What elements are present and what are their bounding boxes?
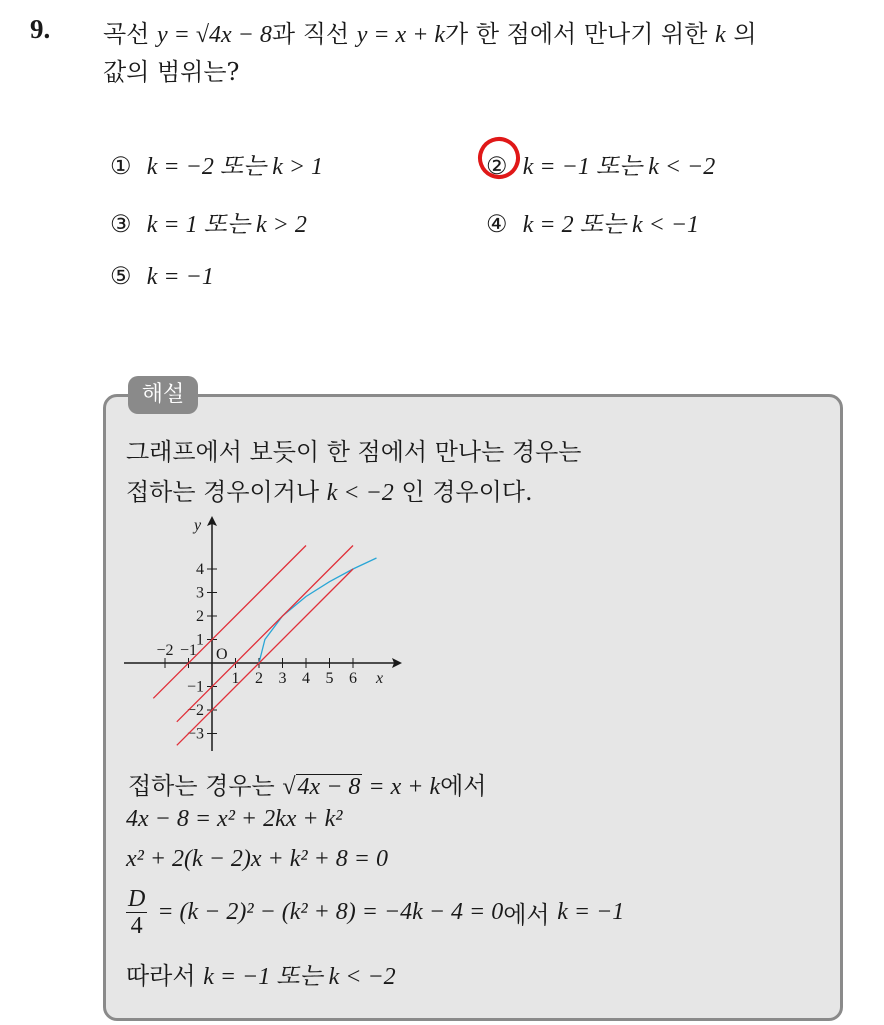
step1-text-b: 에서 [440, 772, 487, 800]
problem-number: 9. [30, 14, 51, 44]
intro-text-a: 접하는 경우이거나 [126, 478, 327, 506]
problem-text-d: 의 [725, 20, 757, 48]
problem-text-b: 과 직선 [271, 20, 357, 48]
solution-intro-line2 [126, 472, 533, 507]
x-tick-label: 3 [278, 670, 287, 687]
problem-statement-line1 [103, 16, 757, 53]
choice-5-text: k = −1 [146, 264, 214, 290]
choice-4-symbol: ④ [486, 210, 508, 238]
y-axis-label: y [194, 517, 202, 534]
y-tick-label: −1 [186, 678, 204, 696]
solution-step-4 [126, 886, 624, 939]
choice-2-symbol: ② [486, 152, 508, 180]
step4-text-b: 에서 [503, 901, 558, 929]
step5-text-a: 따라서 [126, 962, 204, 990]
choice-5[interactable] [110, 262, 214, 291]
solution-intro-line1: 그래프에서 보듯이 한 점에서 만나는 경우는 [126, 438, 582, 466]
curve-equation: y = √4x − 8 [157, 22, 272, 48]
choice-4-text: k = 2 또는 k < −1 [522, 212, 700, 238]
y-tick-label: −2 [186, 702, 204, 719]
choice-2[interactable] [486, 146, 715, 181]
solution-step-1: 접하는 경우는 √4x − 8 = x + k에서 [128, 772, 487, 800]
x-axis-label: x [376, 670, 384, 687]
choice-1-text: k = −2 또는 k > 1 [146, 154, 324, 180]
x-tick-label: 5 [325, 670, 334, 687]
step1-equation: = x + k [362, 774, 441, 800]
choice-3[interactable] [110, 204, 307, 239]
y-tick-label: 1 [196, 631, 204, 649]
origin-label: O [216, 646, 228, 663]
sqrt-curve [259, 558, 377, 663]
solution-step-3: x² + 2(k − 2)x + k² + 8 = 0 [126, 846, 388, 872]
choice-3-text: k = 1 또는 k > 2 [146, 212, 307, 238]
step5-answer: k = −1 또는 k < −2 [203, 964, 396, 990]
x-tick-label: 4 [302, 670, 310, 687]
solution-step-5 [126, 956, 396, 991]
x-tick-label: 1 [231, 670, 240, 687]
y-tick-label: 3 [196, 584, 204, 602]
solution-tag: 해설 [128, 376, 198, 414]
choice-2-text: k = −1 또는 k < −2 [522, 154, 716, 180]
solution-step-2: 4x − 8 = x² + 2kx + k² [126, 806, 343, 832]
problem-text-a: 곡선 [103, 20, 157, 48]
y-tick-label: 4 [196, 561, 204, 578]
fraction-denominator: 4 [130, 913, 143, 939]
x-tick-label: −2 [156, 642, 174, 659]
y-tick-label: −3 [186, 725, 204, 743]
step4-result: k = −1 [557, 899, 625, 925]
y-tick-label: 2 [196, 608, 204, 625]
x-tick-label: −1 [179, 642, 198, 659]
discriminant-fraction [126, 886, 147, 939]
problem-variable: k [715, 22, 726, 48]
fraction-numerator: D [128, 886, 146, 912]
choice-1-symbol: ① [110, 152, 132, 180]
choice-3-symbol: ③ [110, 210, 132, 238]
choice-5-symbol: ⑤ [110, 262, 132, 290]
intro-text-b: 인 경우이다. [393, 478, 533, 506]
intro-condition: k < −2 [326, 480, 394, 506]
problem-statement-line2: 값의 범위는? [103, 58, 240, 86]
step1-radicand: 4x − 8 [297, 774, 361, 800]
problem-text-c: 가 한 점에서 만나기 위한 [445, 20, 716, 48]
x-tick-label: 6 [349, 670, 357, 687]
step4-expression: = (k − 2)² − (k² + 8) = −4k − 4 = 0 [151, 899, 504, 925]
step1-text-a: 접하는 경우는 [128, 772, 283, 800]
x-tick-label: 2 [255, 670, 263, 687]
function-graph [110, 508, 420, 758]
line-equation: y = x + k [356, 22, 446, 48]
choice-1[interactable] [110, 146, 323, 181]
choice-4[interactable] [486, 204, 699, 239]
